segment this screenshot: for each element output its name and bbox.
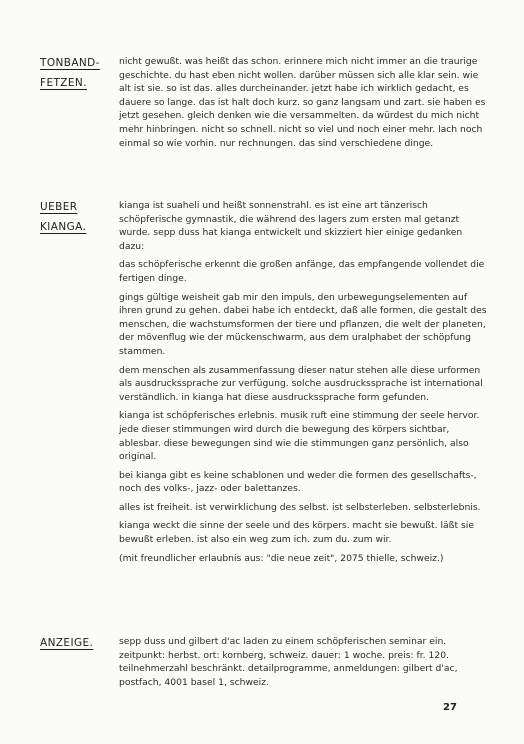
section-heading bbox=[40, 634, 93, 652]
section-body bbox=[119, 635, 489, 689]
heading-line: UEBER bbox=[40, 201, 78, 213]
paragraph: dem menschen als zusammenfassung dieser natur stehen alle diese urformen als ausdruckssprache zur verfügung. solche ausdruckssprache ist international verständlich. in kianga hat diese ausdruckssprache form gefunden. bbox=[119, 364, 483, 403]
section-heading bbox=[40, 54, 100, 92]
heading-line: FETZEN. bbox=[40, 77, 87, 89]
paragraph: kianga ist suaheli und heißt sonnenstrahl. es ist eine art tänzerisch schöpferische gymnastik, die während des lagers zum ersten mal getanzt wurde. sepp duss hat kianga entwickelt und skizziert hier einige gedanken dazu: bbox=[119, 200, 463, 252]
paragraph: bei kianga gibt es keine schablonen und weder die formen des gesellschafts-, noch des volks-, jazz- oder balettanzes. bbox=[119, 469, 477, 495]
page-number: 27 bbox=[443, 702, 457, 713]
heading-line: KIANGA. bbox=[40, 221, 87, 233]
paragraph: das schöpferische erkennt die großen anfänge, das empfangende vollendet die fertigen dinge. bbox=[119, 259, 485, 284]
section-heading bbox=[40, 198, 86, 236]
paragraph: kianga weckt die sinne der seele und des körpers. macht sie bewußt. läßt sie bewußt erleben. ist also ein weg zum ich. zum du. zum wir. bbox=[119, 520, 474, 546]
paragraph: kianga ist schöpferisches erlebnis. musik ruft eine stimmung der seele hervor. jede dieser stimmungen wird durch die bewegung des körpers sichtbar, ablesbar. diese bewegungen sind wie die stimmungen ganz persönlich, also original. bbox=[119, 410, 480, 463]
paragraph: gings gültige weisheit gab mir den impuls, den urbewegungselementen auf ihren grund zu gehen. dabei habe ich entdeckt, daß alle formen, die gestalt des menschen, die wachstumsformen der tiere und pflanzen, die welt der planeten, der mövenflug wie der mückenschwarm, aus dem uralphabet der schöpfung stammen. bbox=[119, 291, 487, 357]
heading-line: TONBAND- bbox=[40, 57, 100, 69]
paragraph: nicht gewußt. was heißt das schon. erinnere mich nicht immer an die traurige geschichte. du hast eben nicht wollen. darüber müssen sich alle klar sein. wie alt ist sie. so ist das. alles durcheinander. jetzt habe ich wirklich gedacht, es dauere so lange. das ist halt doch kurz. so ganz langsam und zart. sie haben es jetzt gesehen. gleich denken wie die versammelten. da würdest du mich nicht mehr hinbringen. nicht so schnell. nicht so viel und noch einer mehr. lach noch einmal so wie vorhin. nur rechnungen. das sind verschiedene dinge. bbox=[119, 56, 486, 149]
section-body bbox=[119, 199, 489, 565]
paragraph: alles ist freiheit. ist verwirklichung des selbst. ist selbsterleben. selbsterlebnis. bbox=[119, 501, 481, 513]
paragraph: (mit freundlicher erlaubnis aus: "die neue zeit", 2075 thielle, schweiz.) bbox=[119, 552, 444, 564]
paragraph: sepp duss und gilbert d'ac laden zu einem schöpferischen seminar ein. zeitpunkt: herbst. ort: kornberg, schweiz. dauer: 1 woche. preis: fr. 120. teilnehmerzahl beschränkt. detailprogramme, anmeldungen: gilbert d'ac, postfach, 4001 basel 1, schweiz. bbox=[119, 636, 458, 688]
heading-line: ANZEIGE. bbox=[40, 637, 94, 649]
section-body bbox=[119, 55, 489, 150]
